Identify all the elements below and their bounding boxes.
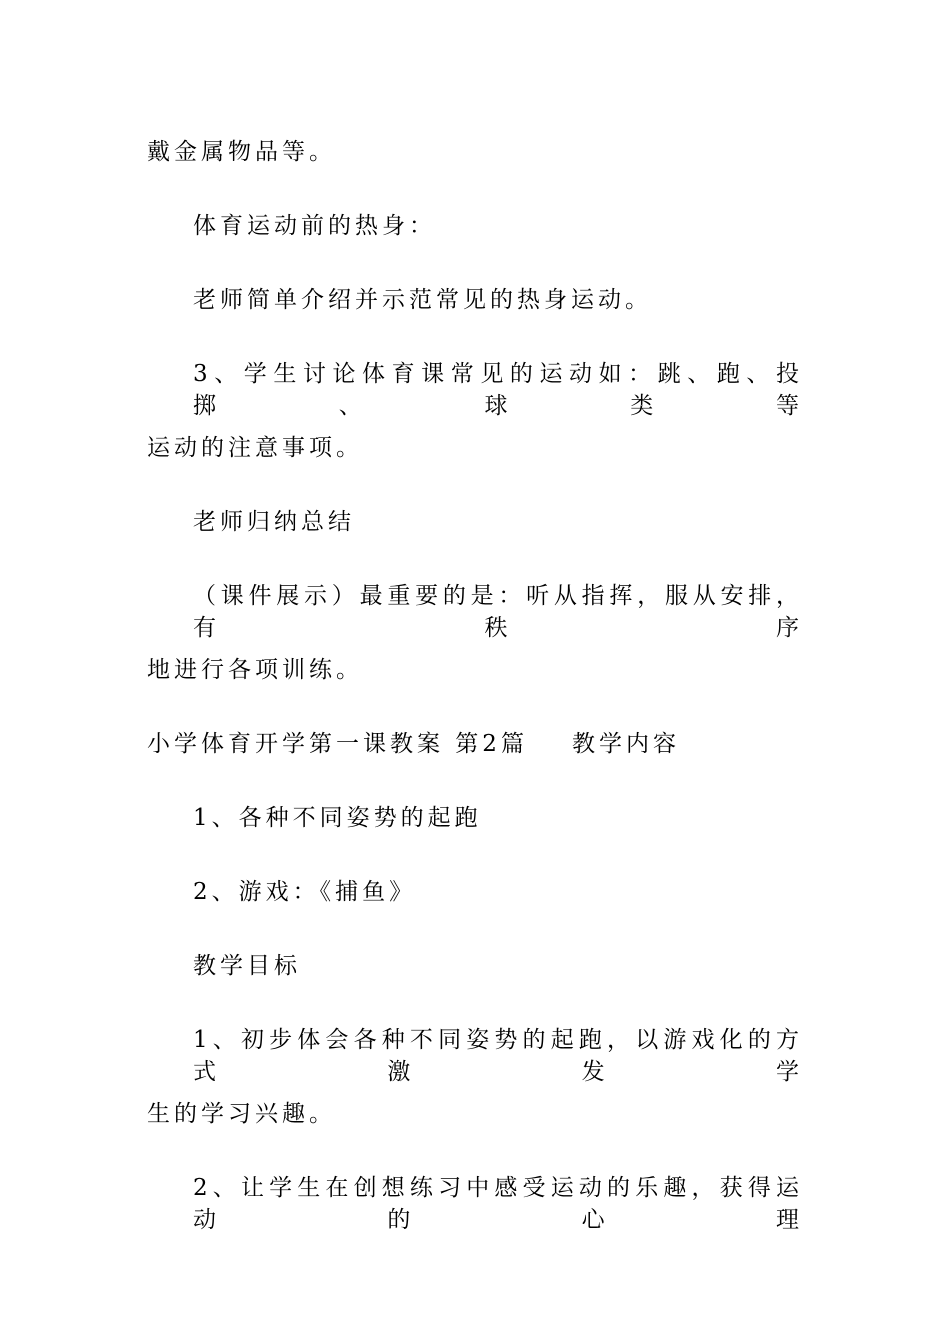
article-heading	[147, 728, 680, 760]
article-title: 小学体育开学第一课教案 第2篇	[147, 731, 528, 757]
paragraph-line: 生的学习兴趣。	[147, 1101, 336, 1127]
section-heading: 体育运动前的热身：	[193, 213, 436, 239]
paragraph-line: 戴金属物品等。	[147, 139, 336, 165]
list-item: 2、让学生在创想练习中感受运动的乐趣，获得运动的心理	[193, 1175, 803, 1233]
paragraph-line: 运动的注意事项。	[147, 435, 363, 461]
section-heading: 老师归纳总结	[193, 509, 355, 535]
paragraph-line: 3、学生讨论体育课常见的运动如：跳、跑、投掷、球类等	[193, 361, 803, 419]
section-heading: 教学目标	[193, 953, 301, 979]
list-item: 2、游戏：《捕鱼》	[193, 879, 417, 905]
article-subtitle: 教学内容	[571, 731, 680, 757]
paragraph-line: 老师简单介绍并示范常见的热身运动。	[193, 287, 652, 313]
paragraph-line: 地进行各项训练。	[147, 657, 363, 683]
list-item: 1、初步体会各种不同姿势的起跑，以游戏化的方式激发学	[193, 1027, 803, 1085]
paragraph-line: （课件展示）最重要的是：听从指挥，服从安排，有秩序	[193, 583, 803, 641]
list-item: 1、各种不同姿势的起跑	[193, 805, 482, 831]
